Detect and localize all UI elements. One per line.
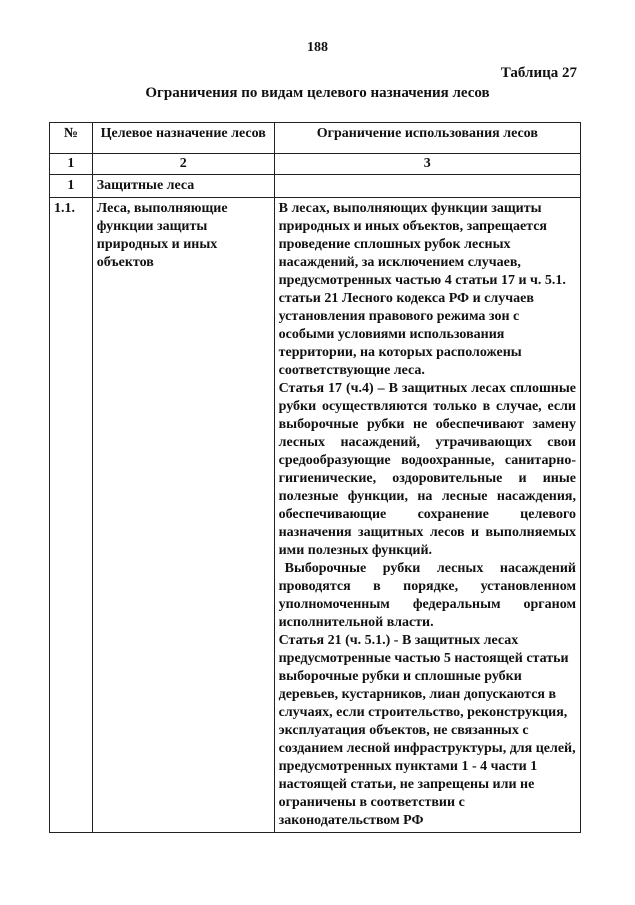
section-name: Защитные леса <box>92 175 274 198</box>
header-purpose: Целевое назначение лесов <box>92 123 274 154</box>
section-row <box>50 175 581 198</box>
restriction-paragraph: Выборочные рубки лесных насаждений проводятся в порядке, установленном уполномоченным федеральным органом исполнительной власти. <box>278 561 576 630</box>
section-restriction <box>274 175 580 198</box>
table-header-row <box>50 123 581 154</box>
header-restriction: Ограничение использования лесов <box>274 123 580 154</box>
column-number-2: 2 <box>92 154 274 175</box>
table-label: Таблица 27 <box>500 65 577 81</box>
page-number: 188 <box>307 40 328 55</box>
restriction-paragraph: Статья 21 (ч. 5.1.) - В защитных лесах предусмотренные частью 5 настоящей статьи выборочные рубки и сплошные рубки деревьев, кустарников, лиан допускаются в случаях, если строительство, реконструкция, эксплуатация объектов, не связанных с созданием лесной инфраструктуры, для целей, предусмотренных пунктами 1 - 4 части 1 настоящей статьи, не запрещены или не ограничены в соответствии с законодательством РФ <box>278 633 576 828</box>
column-number-1: 1 <box>50 154 93 175</box>
row-purpose: Леса, выполняющие функции защиты природных и иных объектов <box>92 198 274 833</box>
row-restriction <box>274 198 580 833</box>
restriction-paragraph: В лесах, выполняющих функции защиты природных и иных объектов, запрещается проведение сплошных рубок лесных насаждений, за исключением случаев, предусмотренных частью 4 статьи 17 и ч. 5.1. статьи 21 Лесного кодекса РФ и случаев установления правового режима зон с особыми условиями использования территории, на которых расположены соответствующие леса. <box>278 201 566 378</box>
column-number-3: 3 <box>274 154 580 175</box>
section-number: 1 <box>50 175 93 198</box>
restrictions-table <box>49 122 581 833</box>
column-number-row <box>50 154 581 175</box>
row-number: 1.1. <box>50 198 93 833</box>
header-number: № <box>50 123 93 154</box>
table-row <box>50 198 581 833</box>
restriction-paragraph: Статья 17 (ч.4) – В защитных лесах сплошные рубки осуществляются только в случае, если выборочные рубки не обеспечивают замену лесных насаждений, утрачивающих свои средообразующие водоохранные, санитарно-гигиенические, оздоровительные и иные полезные функции, на лесные насаждения, обеспечивающие сохранение целевого назначения защитных лесов и выполняемых ими полезных функций. <box>278 381 576 558</box>
table-caption: Ограничения по видам целевого назначения лесов <box>145 85 490 101</box>
